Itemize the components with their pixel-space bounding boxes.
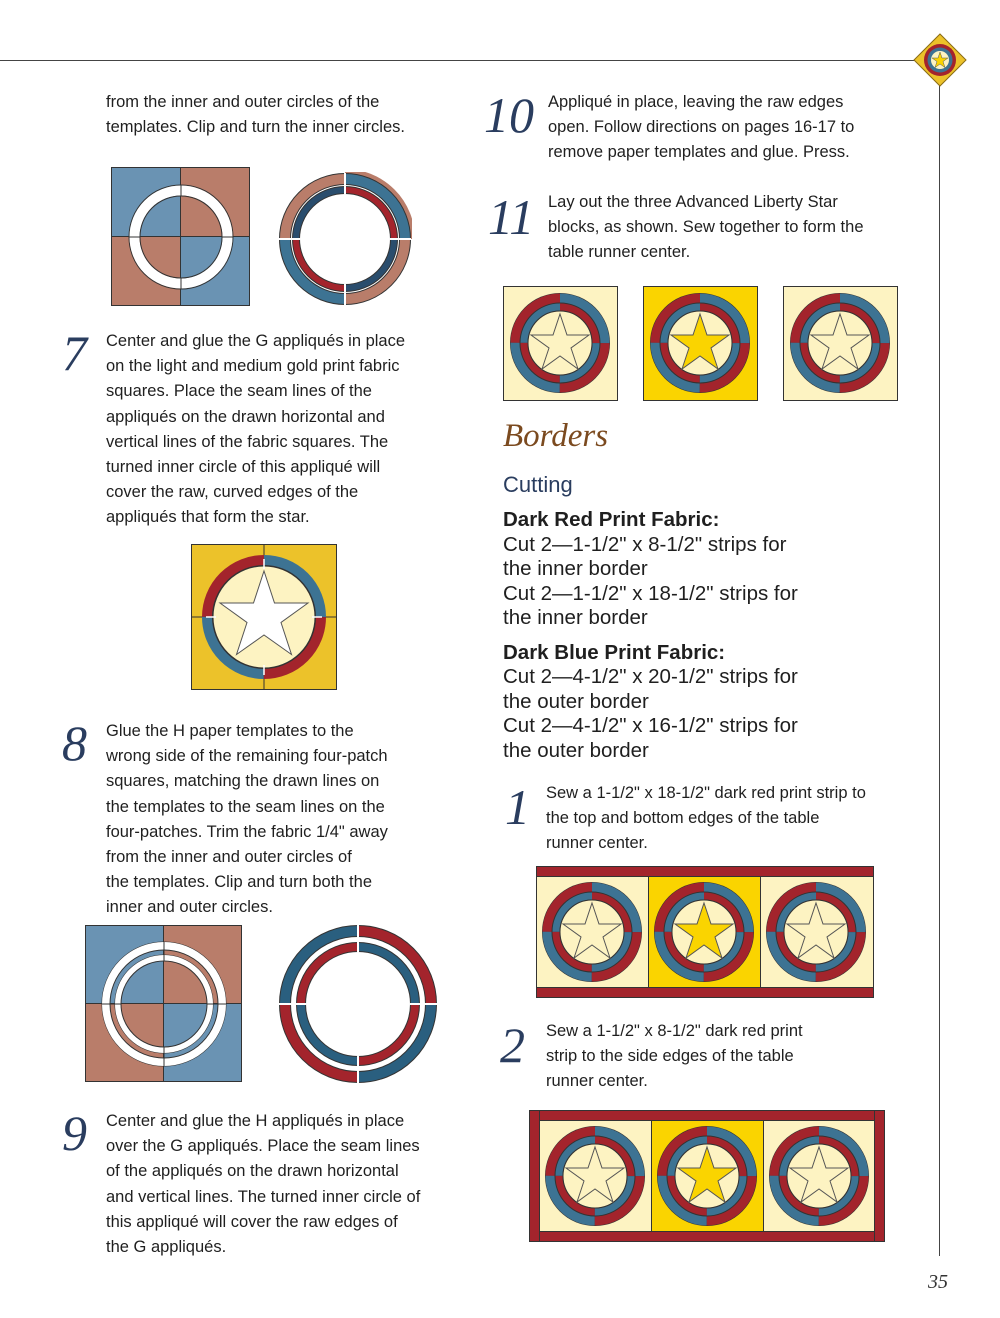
figure-runner-top-bottom-border xyxy=(536,866,874,998)
section-title-borders: Borders xyxy=(503,418,609,454)
border-step-2-number: 2 xyxy=(500,1017,525,1073)
step-10-number: 10 xyxy=(484,87,534,143)
figure-runner-side-border xyxy=(529,1110,885,1242)
step-10-text: Appliqué in place, leaving the raw edges open. Follow directions on pages 16-17 to remove paper templates and glue. Press. xyxy=(548,93,855,162)
intro-paragraph: from the inner and outer circles of the templates. Clip and turn the inner circles. xyxy=(106,93,405,137)
step-8-number: 8 xyxy=(62,715,87,771)
step-11-text: Lay out the three Advanced Liberty Star blocks, as shown. Sew together to form the table runner center. xyxy=(548,193,864,262)
figure-g-applique-ring xyxy=(278,172,412,306)
subsection-title-cutting: Cutting xyxy=(503,472,573,497)
step-8-text: Glue the H paper templates to the wrong side of the remaining four-patch squares, matching the drawn lines on the templates to the seam lines on the four-patches. Trim the fabric 1/4" away from the inner and outer circles of the templates. Clip and turn both the inner and outer circles. xyxy=(106,722,388,917)
figure-g-on-gold-square xyxy=(191,544,337,690)
border-step-1-number: 1 xyxy=(505,779,530,835)
header-rule xyxy=(0,60,915,61)
step-7-number: 7 xyxy=(62,325,87,381)
step-9-text: Center and glue the H appliqués in place over the G appliqués. Place the seam lines of the appliqués on the drawn horizontal and vertical lines. The turned inner circle of this appliqué will cover the raw edges of the G appliqués. xyxy=(106,1112,421,1257)
fabric-name-dark-red: Dark Red Print Fabric: xyxy=(503,508,720,531)
fabric-name-dark-blue: Dark Blue Print Fabric: xyxy=(503,640,726,664)
figure-three-star-blocks xyxy=(503,286,899,402)
step-11-number: 11 xyxy=(488,189,535,245)
figure-g-four-patch xyxy=(111,167,251,307)
corner-star-emblem xyxy=(913,33,967,87)
step-9-number: 9 xyxy=(62,1105,87,1161)
figure-h-applique-rings xyxy=(279,925,437,1083)
page-number: 35 xyxy=(928,1271,948,1293)
right-margin-rule xyxy=(939,84,940,1256)
figure-h-four-patch xyxy=(85,925,243,1083)
border-step-2-text: Sew a 1-1/2" x 8-1/2" dark red print strip to the side edges of the table runner center. xyxy=(546,1022,803,1091)
step-7-text: Center and glue the G appliqués in place on the light and medium gold print fabric squares. Place the seam lines of the appliqués on the drawn horizontal and vertical lines of the fabric squares. The turned inner circle of this appliqué will cover the raw, curved edges of the appliqués that form the star. xyxy=(106,332,406,527)
border-step-1-text: Sew a 1-1/2" x 18-1/2" dark red print strip to the top and bottom edges of the table runner center. xyxy=(546,784,866,853)
cutting-list: Dark Red Print Fabric: Cut 2—1-1/2" x 8-1/2" strips for the inner border Cut 2—1-1/2" x 18-1/2" strips for the inner border Dark Blue Print Fabric: Cut 2—4-1/2" x 20-1/2" strips for the outer border Cut 2—4-1/2" x 16-1/2" strips for the outer border xyxy=(503,508,798,762)
